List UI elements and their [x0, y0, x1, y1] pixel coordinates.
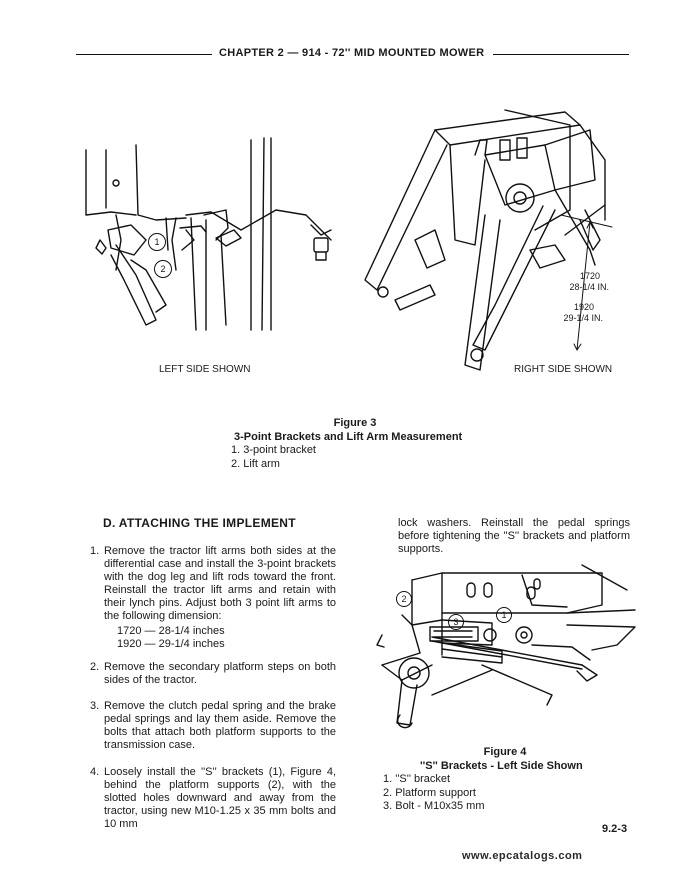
figure4-item-1: 1. ''S'' bracket — [383, 773, 451, 785]
figure3-item-2: 2. Lift arm — [231, 458, 280, 470]
header-rule-left — [76, 54, 212, 55]
step-2-number: 2. — [90, 661, 100, 673]
figure4-title: Figure 4 — [483, 746, 527, 758]
step-1-number: 1. — [90, 545, 100, 557]
meas2-value: 29-1/4 IN. — [563, 313, 603, 323]
page-number: 9.2-3 — [602, 823, 628, 835]
figure3-title: Figure 3 — [333, 417, 377, 429]
meas1-model: 1720 — [579, 271, 600, 281]
step-2-text: Remove the secondary platform steps on both sides of the tractor. — [104, 661, 336, 686]
watermark: www.epcatalogs.com — [462, 850, 583, 862]
fig4-callout-1: 1 — [496, 607, 512, 623]
dimension-1720: 1720 — 28-1/4 inches — [117, 625, 225, 637]
step-4-number: 4. — [90, 766, 100, 778]
figure3-left-illustration — [76, 120, 346, 340]
step-3-text: Remove the clutch pedal spring and the brake pedal springs and lay them aside. Remove the bolts that attach both platform supports to the transmission case. — [104, 700, 336, 751]
header-rule-right — [493, 54, 629, 55]
step-1-text: Remove the tractor lift arms both sides at the differential case and install the 3-point brackets with the dog leg and lift rods toward the front. Reinstall the tractor lift arms and retain with their lynch pins. Adjust both 3 point lift arms to the following dimension: — [104, 545, 336, 622]
figure3-subtitle: 3-Point Brackets and Lift Arm Measurement — [234, 431, 463, 443]
figure3-item-1: 1. 3-point bracket — [231, 444, 316, 456]
figure4-illustration — [372, 565, 635, 737]
right-side-caption: RIGHT SIDE SHOWN — [514, 364, 613, 375]
chapter-header: CHAPTER 2 — 914 - 72'' MID MOUNTED MOWER — [219, 47, 485, 59]
step-3-number: 3. — [90, 700, 100, 712]
dimension-1920: 1920 — 29-1/4 inches — [117, 638, 225, 650]
left-side-caption: LEFT SIDE SHOWN — [159, 364, 251, 375]
step-4-continued-text: lock washers. Reinstall the pedal springs before tightening the ''S'' brackets and platform supports. — [398, 517, 630, 555]
fig4-callout-3: 3 — [448, 614, 464, 630]
step-4-text: Loosely install the ''S'' brackets (1), Figure 4, behind the platform supports (2), with the slotted holes downward and away from the tractor, using new M10-1.25 x 35 mm bolts and 10 mm — [104, 766, 336, 830]
meas2-model: 1920 — [573, 302, 594, 312]
section-heading: D. ATTACHING THE IMPLEMENT — [103, 516, 296, 530]
figure4-subtitle: ''S'' Brackets - Left Side Shown — [420, 760, 583, 772]
fig3-callout-1: 1 — [148, 233, 166, 251]
fig4-callout-2: 2 — [396, 591, 412, 607]
fig3-callout-2: 2 — [154, 260, 172, 278]
meas1-value: 28-1/4 IN. — [569, 282, 609, 292]
figure4-item-3: 3. Bolt - M10x35 mm — [383, 800, 485, 812]
figure4-item-2: 2. Platform support — [383, 787, 476, 799]
